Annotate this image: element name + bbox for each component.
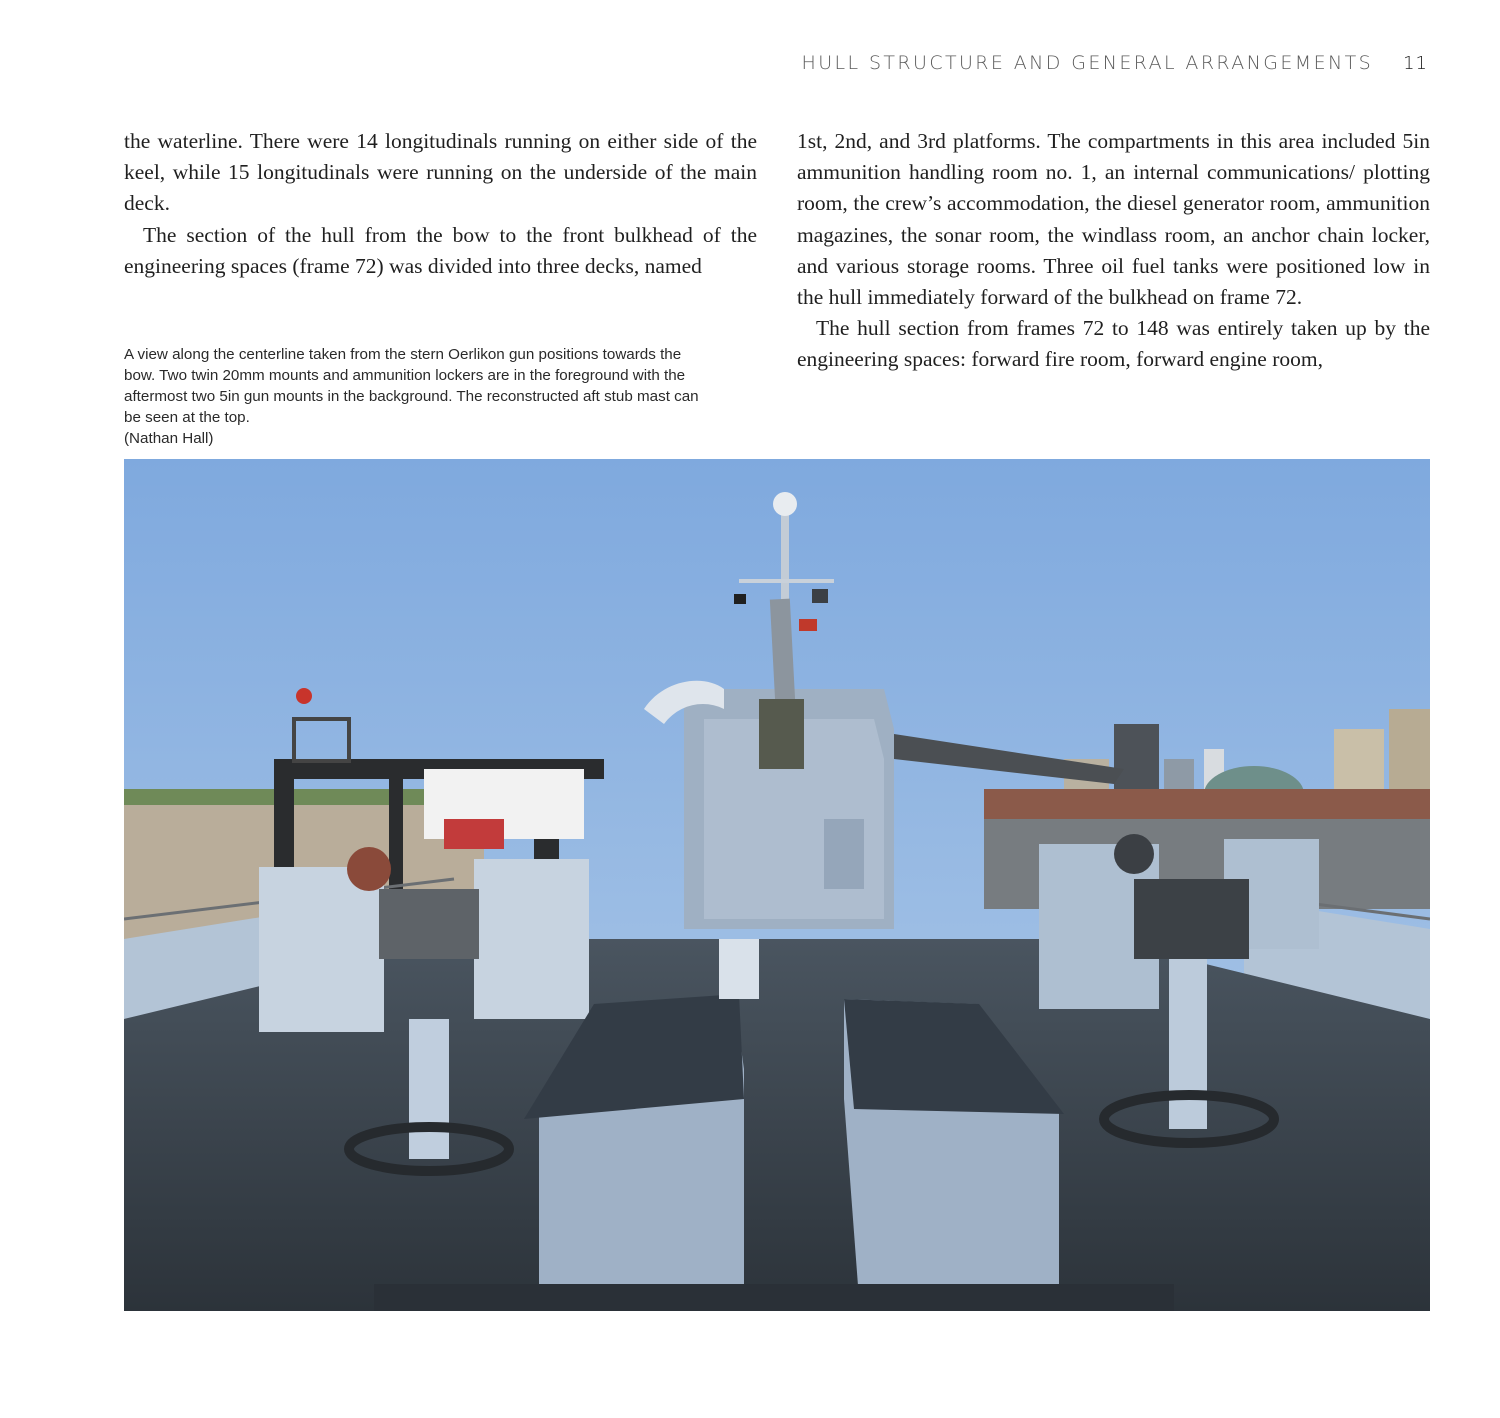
paragraph: the waterline. There were 14 longitudinals running on either side of the keel, while 15 longitudinals were running on the underside of the main deck. xyxy=(124,129,757,216)
ship-deck-photo xyxy=(124,459,1430,1311)
running-title: HULL STRUCTURE AND GENERAL ARRANGEMENTS xyxy=(801,52,1374,74)
caption-credit: (Nathan Hall) xyxy=(124,430,214,447)
text-column-right xyxy=(797,126,1430,376)
caption-text: A view along the centerline taken from the stern Oerlikon gun positions towards the bow. Two twin 20mm mounts and ammunition lockers are in the foreground with the aftermost two 5in gun mounts in the background. The reconstructed aft stub mast can be seen at the top. xyxy=(124,346,699,426)
photo-caption xyxy=(124,344,714,449)
paragraph: The hull section from frames 72 to 148 was entirely taken up by the engineering spaces: forward fire room, forward engine room, xyxy=(797,316,1430,372)
page-number: 11 xyxy=(1403,53,1428,74)
running-head xyxy=(802,52,1428,74)
paragraph: The section of the hull from the bow to the front bulkhead of the engineering spaces (frame 72) was divided into three decks, named xyxy=(124,222,757,278)
paragraph: 1st, 2nd, and 3rd platforms. The compartments in this area included 5in ammunition handling room no. 1, an internal communications/ plotting room, the crew’s accommodation, the diesel generator room, ammunition magazines, the sonar room, the windlass room, an anchor chain locker, and various storage rooms. Three oil fuel tanks were positioned low in the hull immediately forward of the bulkhead on frame 72. xyxy=(797,129,1430,310)
text-column-left xyxy=(124,126,757,282)
